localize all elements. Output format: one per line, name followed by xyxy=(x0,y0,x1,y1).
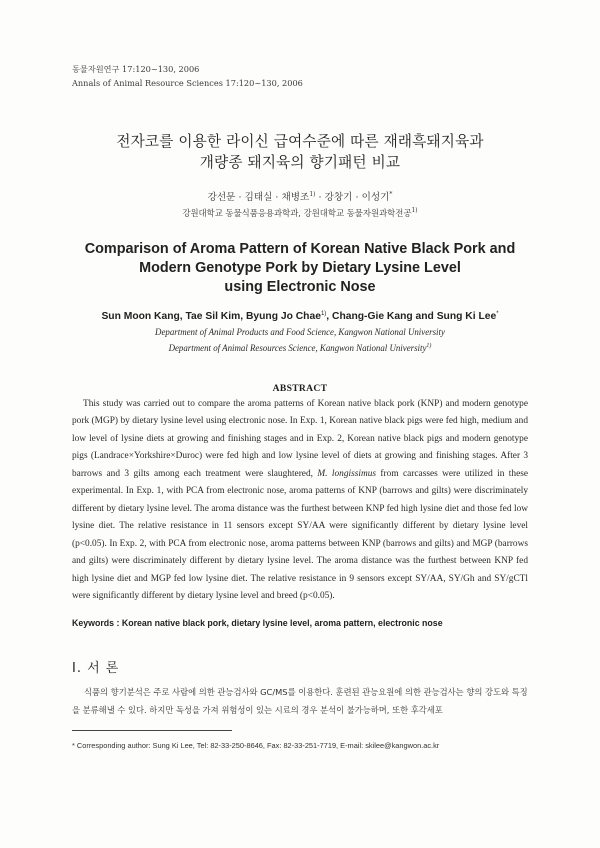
corresponding-author-footnote: * Corresponding author: Sung Ki Lee, Tel: 82-33-250-8646, Fax: 82-33-251-7719, E-mail: skilee@kangwon.ac.kr xyxy=(72,741,440,750)
footnote-divider xyxy=(72,730,232,731)
korean-authors xyxy=(0,189,600,203)
abstract-body xyxy=(72,396,528,605)
english-title-line2: Modern Genotype Pork by Dietary Lysine Level xyxy=(139,260,461,276)
korean-author-names-2: · 강창기 · 이성기 xyxy=(315,192,390,203)
keywords: Keywords : Korean native black pork, dietary lysine level, aroma pattern, electronic nose xyxy=(72,618,443,628)
korean-author-mark-1: 1) xyxy=(309,191,316,198)
introduction-body: 식품의 향기분석은 주로 사람에 의한 관능검사와 GC/MS를 이용한다. 훈련된 관능요원에 의한 관능검사는 향의 강도와 특징을 분류해낼 수 있다. 하지만 독성을 가져 위험성이 있는 시료의 경우 분석이 불가능하며, 또한 후각세포 xyxy=(72,687,528,715)
abstract-heading: ABSTRACT xyxy=(272,383,328,394)
english-authors xyxy=(0,311,600,322)
korean-author-mark-2: * xyxy=(389,191,393,198)
korean-title-line1: 전자코를 이용한 라이신 급여수준에 따른 재래흑돼지육과 xyxy=(116,133,484,150)
english-author-mark-2: * xyxy=(496,311,499,317)
english-affiliation-2 xyxy=(0,343,600,353)
korean-title-line2: 개량종 돼지육의 향기패턴 비교 xyxy=(199,154,401,171)
english-affiliation-1: Department of Animal Products and Food Science, Kangwon National University xyxy=(155,327,445,337)
journal-header-korean: 동물자원연구 17:120~130, 2006 xyxy=(72,64,200,74)
english-author-names-1: Sun Moon Kang, Tae Sil Kim, Byung Jo Chae xyxy=(101,311,321,322)
abstract-italic-term: M. longissimus xyxy=(317,468,377,479)
english-affiliation-2-text: Department of Animal Resources Science, Kangwon National University xyxy=(168,343,427,353)
section-heading-introduction: Ⅰ. 서 론 xyxy=(72,661,120,676)
english-affiliation-2-mark: 1) xyxy=(426,343,432,349)
korean-affiliation-text: 강원대학교 동물식품응용과학과, 강원대학교 동물자원과학전공 xyxy=(182,208,412,218)
korean-affiliation-mark: 1) xyxy=(411,207,418,214)
abstract-text-1: This study was carried out to compare the aroma patterns of Korean native black pork (KNP) and modern genotype pork (MGP) by dietary lysine level using electronic nose. In Exp. 1, Korean native black pigs were fed high, medium and low level of lysine diets at growing and finishing stages and in Exp. 2, Korean native black pigs and modern genotype pigs (Landrace×Yorkshire×Duroc) were fed high and low lysine level of diets at growing and finishing stages. After 3 barrows and 3 gilts among each treatment were slaughtered, xyxy=(72,399,528,479)
english-title-line3: using Electronic Nose xyxy=(224,279,376,295)
english-title-line1: Comparison of Aroma Pattern of Korean Native Black Pork and xyxy=(84,241,516,257)
english-author-names-2: , Chang-Gie Kang and Sung Ki Lee xyxy=(326,311,497,322)
abstract-text-2: from carcasses were utilized in these experimental. In Exp. 1, with PCA from electronic nose, aroma patterns of KNP (barrows and gilts) were discriminately different by dietary lysine level. The aroma distance was the furthest between KNP fed high lysine diet and those fed low lysine diet. The relative resistance in 11 sensors except SY/AA were significantly different by dietary lysine level (p<0.05). In Exp. 2, with PCA from electronic nose, aroma patterns between KNP (barrows and gilts) and MGP (barrows and gilts) were discriminately different by dietary lysine level. The aroma distance was the furthest between KNP fed high lysine diet and MGP fed low lysine diet. The relative resistance in 9 sensors except SY/AA, SY/Gh and SY/gCTl were significantly different by dietary lysine level and breed (p<0.05). xyxy=(72,468,529,601)
journal-header-english: Annals of Animal Resource Sciences 17:120~130, 2006 xyxy=(72,78,303,88)
korean-author-names-1: 강선문 · 김태실 · 채병조 xyxy=(207,192,310,203)
english-author-mark-1: 1) xyxy=(320,311,327,317)
korean-affiliation xyxy=(0,207,600,219)
